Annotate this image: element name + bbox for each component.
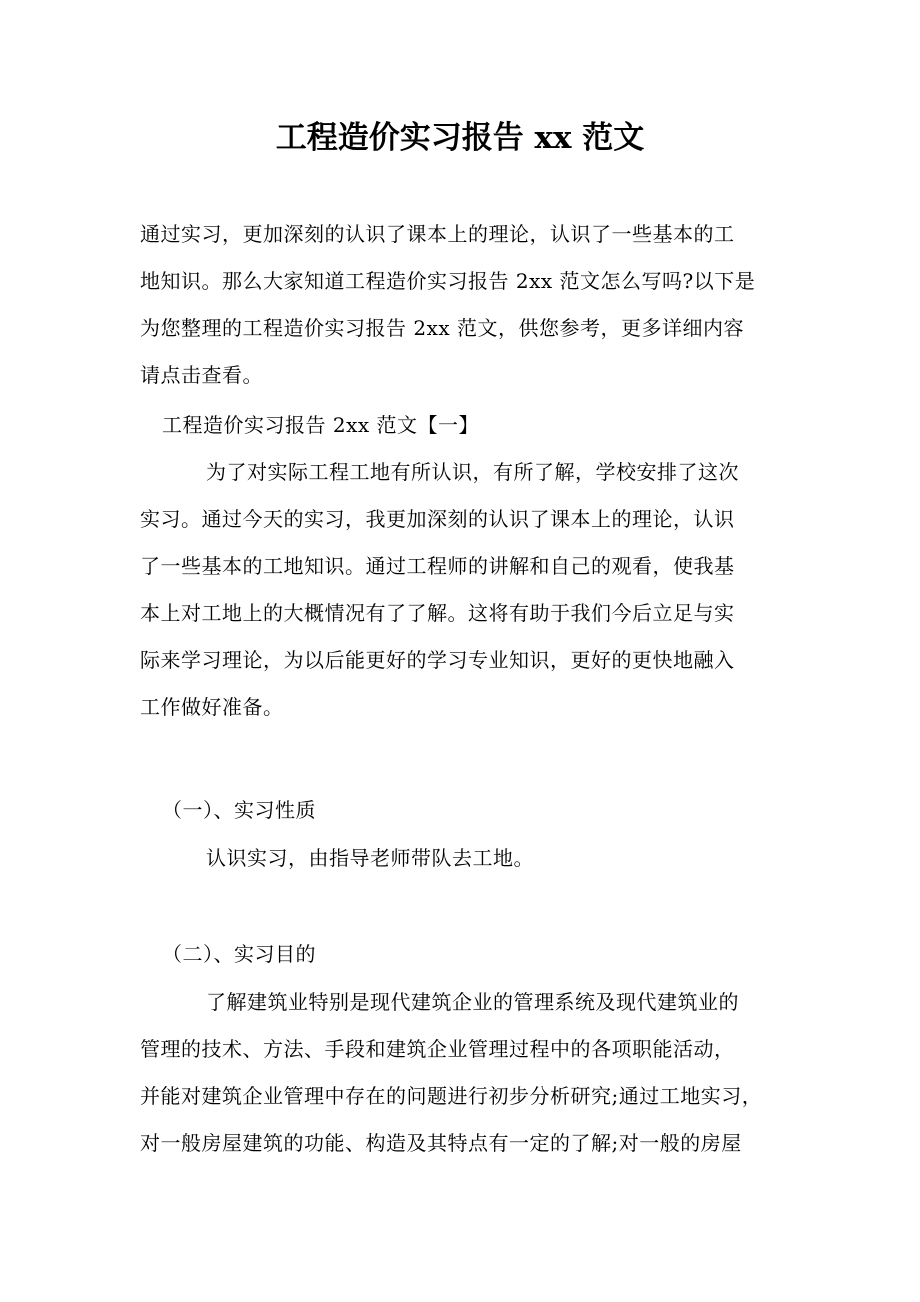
text-line: 管理的技术、方法、手段和建筑企业管理过程中的各项职能活动，: [140, 1037, 735, 1061]
intro-paragraph: [140, 211, 800, 399]
text-line: 实习。通过今天的实习，我更加深刻的认识了课本上的理论，认识: [140, 507, 735, 531]
text-line: 工作做好准备。: [140, 695, 284, 719]
subsection-heading-nature: （一）、实习性质: [162, 798, 316, 822]
text-line: 本上对工地上的大概情况有了了解。这将有助于我们今后立足与实: [140, 601, 735, 625]
text-line: 际来学习理论，为以后能更好的学习专业知识，更好的更快地融入: [140, 648, 735, 672]
text-line: 并能对建筑企业管理中存在的问题进行初步分析研究;通过工地实习，: [140, 1084, 763, 1108]
text-line: 通过实习，更加深刻的认识了课本上的理论，认识了一些基本的工: [140, 222, 735, 246]
text-line: 为您整理的工程造价实习报告 2xx 范文，供您参考，更多详细内容: [140, 316, 744, 340]
subsection-text-nature: 认识实习，由指导老师带队去工地。: [206, 846, 534, 870]
text-line: 了解建筑业特别是现代建筑企业的管理系统及现代建筑业的: [206, 990, 739, 1014]
text-line: 为了对实际工程工地有所认识，有所了解，学校安排了这次: [206, 460, 739, 484]
subsection-heading-purpose: （二）、实习目的: [162, 942, 316, 966]
paragraph-one: [140, 449, 800, 731]
text-line: 地知识。那么大家知道工程造价实习报告 2xx 范文怎么写吗?以下是: [140, 269, 756, 293]
text-line: 对一般房屋建筑的功能、构造及其特点有一定的了解;对一般的房屋: [140, 1131, 742, 1155]
document-title: 工程造价实习报告 xx 范文: [275, 120, 645, 156]
paragraph-two: [140, 979, 800, 1167]
text-line: 请点击查看。: [140, 363, 263, 387]
text-line: 了一些基本的工地知识。通过工程师的讲解和自己的观看，使我基: [140, 554, 735, 578]
section-heading: 工程造价实习报告 2xx 范文【一】: [162, 413, 479, 437]
